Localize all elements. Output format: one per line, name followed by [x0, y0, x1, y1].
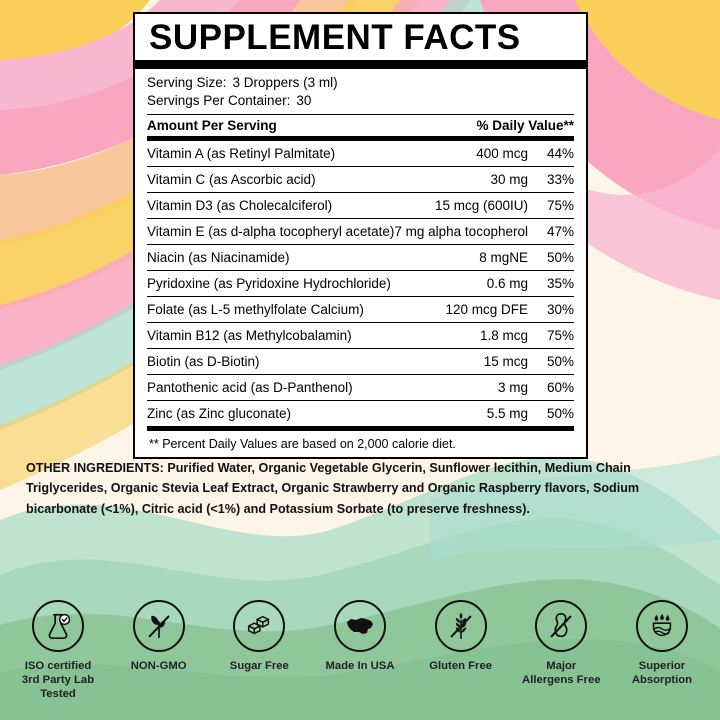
wheat-no-gluten-icon [435, 600, 487, 652]
panel-title: SUPPLEMENT FACTS [149, 18, 521, 57]
amount-per-serving-header: Amount Per Serving [147, 118, 277, 134]
daily-value-footnote: ** Percent Daily Values are based on 2,000 calorie diet. [149, 437, 456, 452]
badge-label: Gluten Free [429, 660, 493, 672]
usa-map-icon [334, 600, 386, 652]
serving-size-row [147, 74, 574, 92]
badge-made-in-usa [312, 600, 408, 673]
nutrient-name: Vitamin E (as d-alpha tocopheryl acetate) [147, 219, 394, 245]
table-row [147, 219, 574, 245]
daily-value-header: % Daily Value** [476, 118, 574, 134]
nutrient-amount: 5.5 mg [486, 406, 528, 422]
nutrient-dv: 75% [546, 323, 574, 349]
badge-label: Made In USA [325, 660, 395, 672]
table-row [147, 297, 574, 323]
badge-major-allergens-free [513, 600, 609, 687]
nutrient-dv: 47% [546, 219, 574, 245]
nutrient-amount: 15 mcg [394, 349, 546, 375]
nutrient-name: Pyridoxine (as Pyridoxine Hydrochloride) [147, 271, 394, 297]
nutrient-amount: 15 mcg (600IU) [394, 193, 546, 219]
table-row [147, 323, 574, 349]
nutrient-amount: 400 mcg [394, 141, 546, 167]
serving-size-value: 3 Droppers (3 ml) [232, 74, 338, 90]
nutrient-name: Vitamin C (as Ascorbic acid) [147, 167, 394, 193]
nutrient-name: Vitamin A (as Retinyl Palmitate) [147, 141, 394, 167]
nutrient-name: Biotin (as D-Biotin) [147, 349, 394, 375]
serving-size-label: Serving Size: [147, 74, 227, 90]
nutrient-name: Zinc (as Zinc gluconate) [147, 406, 292, 422]
nutrient-dv: 60% [546, 375, 574, 401]
nutrient-dv: 50% [546, 406, 574, 422]
nutrient-amount: 0.6 mg [394, 271, 546, 297]
table-row [147, 271, 574, 297]
supplement-facts-panel [133, 12, 588, 459]
badge-sugar-free [211, 600, 307, 673]
badge-label: Sugar Free [229, 660, 289, 672]
nutrient-dv: 35% [546, 271, 574, 297]
other-ingredients-text: OTHER INGREDIENTS: Purified Water, Organic Vegetable Glycerin, Sunflower lecithin, Medium Chain Triglycerides, Organic Stevia Leaf Extract, Organic Strawberry and Organic Raspberry flavors, Sodium bicarbonate (<1%), Citric acid (<1%) and Potassium Sorbate (to preserve freshness). [26, 461, 640, 516]
badge-gluten-free [413, 600, 509, 673]
nutrient-name: Niacin (as Niacinamide) [147, 245, 394, 271]
nutrient-name: Vitamin D3 (as Cholecalciferol) [147, 193, 394, 219]
badge-non-gmo [111, 600, 207, 673]
nutrient-dv: 33% [546, 167, 574, 193]
nutrient-dv: 75% [546, 193, 574, 219]
table-row [147, 349, 574, 375]
nutrient-dv: 30% [546, 297, 574, 323]
nutrient-amount: 1.8 mcg [394, 323, 546, 349]
badge-superior-absorption [614, 600, 710, 687]
peanut-allergen-icon [535, 600, 587, 652]
nutrient-amount: 3 mg [394, 375, 546, 401]
badge-label: Superior Absorption [631, 660, 693, 687]
nutrient-amount: 120 mcg DFE [394, 297, 546, 323]
nutrient-dv: 50% [546, 349, 574, 375]
divider-thick [135, 60, 586, 69]
table-row [147, 245, 574, 271]
nutrient-dv: 44% [546, 141, 574, 167]
serving-info [147, 69, 574, 114]
servings-per-container-row [147, 92, 574, 110]
badge-label: Major Allergens Free [522, 660, 601, 687]
nutrient-name: Pantothenic acid (as D-Panthenol) [147, 375, 394, 401]
servings-per-container-value: 30 [296, 92, 312, 108]
servings-per-container-label: Servings Per Container: [147, 92, 291, 108]
nutrient-amount: 7 mg alpha tocopherol [394, 219, 546, 245]
badge-label: NON-GMO [130, 660, 187, 672]
nutrient-amount: 30 mg [394, 167, 546, 193]
nutrient-amount: 8 mgNE [394, 245, 546, 271]
table-row [147, 375, 574, 401]
badge-iso-certified [10, 600, 106, 701]
nutrient-dv: 50% [546, 245, 574, 271]
badge-label: ISO certified 3rd Party Lab Tested [21, 660, 95, 701]
sugar-cubes-icon [233, 600, 285, 652]
table-row [147, 401, 574, 427]
table-row [147, 193, 574, 219]
table-row [147, 141, 574, 167]
certification-badges [10, 600, 710, 701]
table-row [147, 167, 574, 193]
table-column-headers [147, 115, 574, 136]
nutrient-name: Folate (as L-5 methylfolate Calcium) [147, 297, 394, 323]
lab-flask-check-icon [32, 600, 84, 652]
nutrient-table [147, 141, 574, 426]
absorption-droplet-icon [636, 600, 688, 652]
nutrient-name: Vitamin B12 (as Methylcobalamin) [147, 323, 394, 349]
no-gmo-icon [133, 600, 185, 652]
